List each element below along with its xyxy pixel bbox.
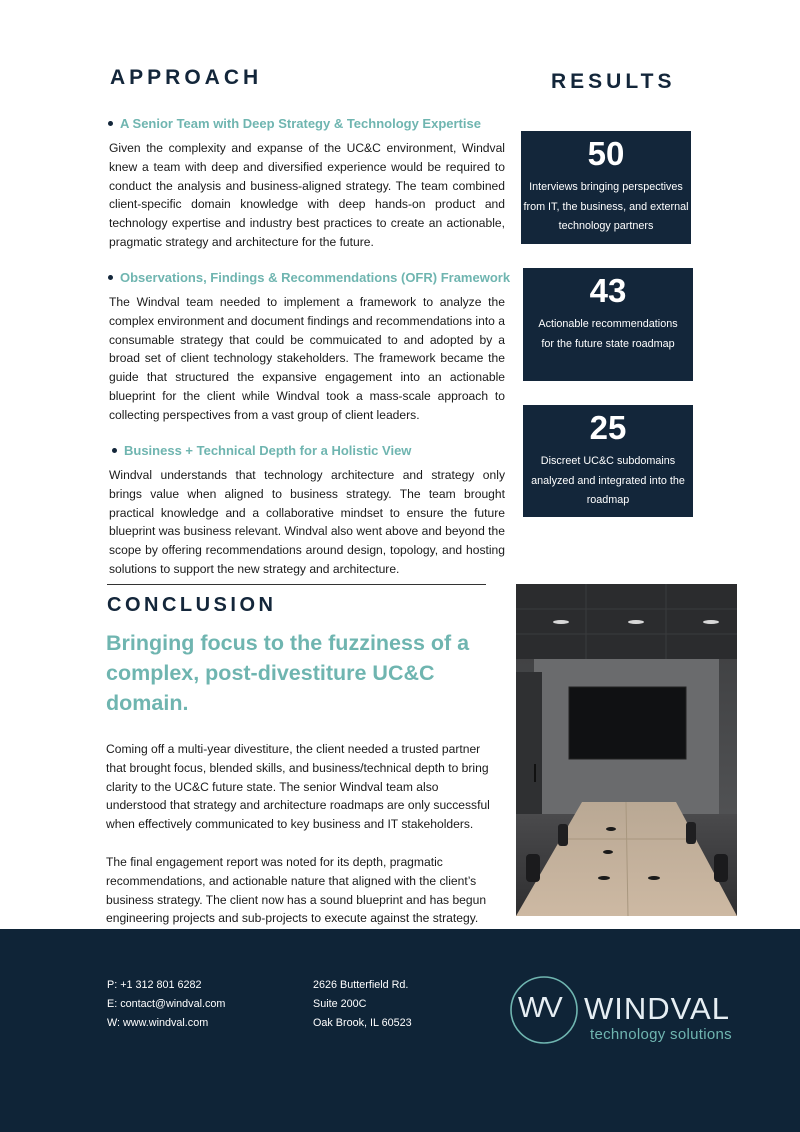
section-title-ofr-framework [108,270,510,285]
conference-room-photo [516,584,737,916]
stat-card-subdomains [523,405,693,517]
windval-logo [508,974,743,1046]
stat-description: Actionable recommendations for the future state roadmap [538,318,678,350]
stat-card-recommendations [523,268,693,381]
footer-website[interactable]: W: www.windval.com [107,1017,209,1029]
section-title-text: Business + Technical Depth for a Holistic View [124,443,412,458]
stat-number: 43 [589,272,627,309]
stat-card-interviews [521,131,691,244]
section-divider [107,584,486,585]
footer-address-line-2: Suite 200C [313,998,367,1010]
footer-phone: P: +1 312 801 6282 [107,979,202,991]
footer-address-line-1: 2626 Butterfield Rd. [313,979,409,991]
conclusion-headline: Bringing focus to the fuzziness of a complex, post-divestiture UC&C domain. [106,631,470,715]
stat-number: 25 [589,409,627,446]
bullet-icon [108,275,113,280]
section-body-ofr-framework: The Windval team needed to implement a framework to analyze the complex environment and document findings and recommendations into a consumable strategy that could be commuicated to and adopted by a broad set of client technology stakeholders. The framework became the guide that structured the expansive engagement into an actionable blueprint for the client while Windval took a mass-scale approach to collecting perspectives from a vast group of client leaders. [109,295,505,422]
stat-description: Discreet UC&C subdomains analyzed and integrated into the roadmap [531,455,685,506]
section-title-senior-team [108,116,481,131]
bullet-icon [108,121,113,126]
logo-name: WINDVAL [584,991,730,1026]
logo-mark: WV [518,992,561,1024]
section-title-holistic-view [112,443,411,458]
conclusion-paragraph-2: The final engagement report was noted for its depth, pragmatic recommendations, and actionable nature that aligned with the client’s business strategy. The client now has a sound blueprint and has begun engineering projects and sub-projects to execute against the strategy. [106,855,487,926]
bullet-icon [112,448,117,453]
stat-number: 50 [587,135,625,172]
conclusion-paragraph-1: Coming off a multi-year divestiture, the client needed a trusted partner that brought focus, blended skills, and business/technical depth to bring clarity to the UC&C future state. The senior Windval team also understood that strategy and architecture roadmaps are only successful when effectively communicated to key business and IT stakeholders. [106,742,490,832]
footer-address-line-3: Oak Brook, IL 60523 [313,1017,412,1029]
footer [0,929,800,1132]
stat-description: Interviews bringing perspectives from IT, the business, and external technology partners [523,181,689,232]
results-heading: RESULTS [551,70,676,93]
section-body-senior-team: Given the complexity and expanse of the UC&C environment, Windval knew a team with deep and diversified experience would be required to conduct the analysis and business-aligned strategy. The team combined client-specific domain knowledge with deep hands-on product and technology expertise and industry best practices to create an actionable, pragmatic strategy and architecture for the future. [109,141,505,249]
section-body-holistic-view: Windval understands that technology architecture and strategy only brings value when aligned to business strategy. The team brought practical knowledge and a collaborative mindset to ensure the future blueprint was business relevant. Windval also went above and beyond the scope by offering recommendations around design, topology, and hosting solutions to support the new strategy and architecture. [109,468,505,576]
footer-email[interactable]: E: contact@windval.com [107,998,226,1010]
logo-tagline: technology solutions [590,1026,732,1043]
approach-heading: APPROACH [110,66,263,89]
section-title-text: Observations, Findings & Recommendations (OFR) Framework [120,270,511,285]
conclusion-heading: CONCLUSION [107,594,277,616]
section-title-text: A Senior Team with Deep Strategy & Technology Expertise [120,116,481,131]
